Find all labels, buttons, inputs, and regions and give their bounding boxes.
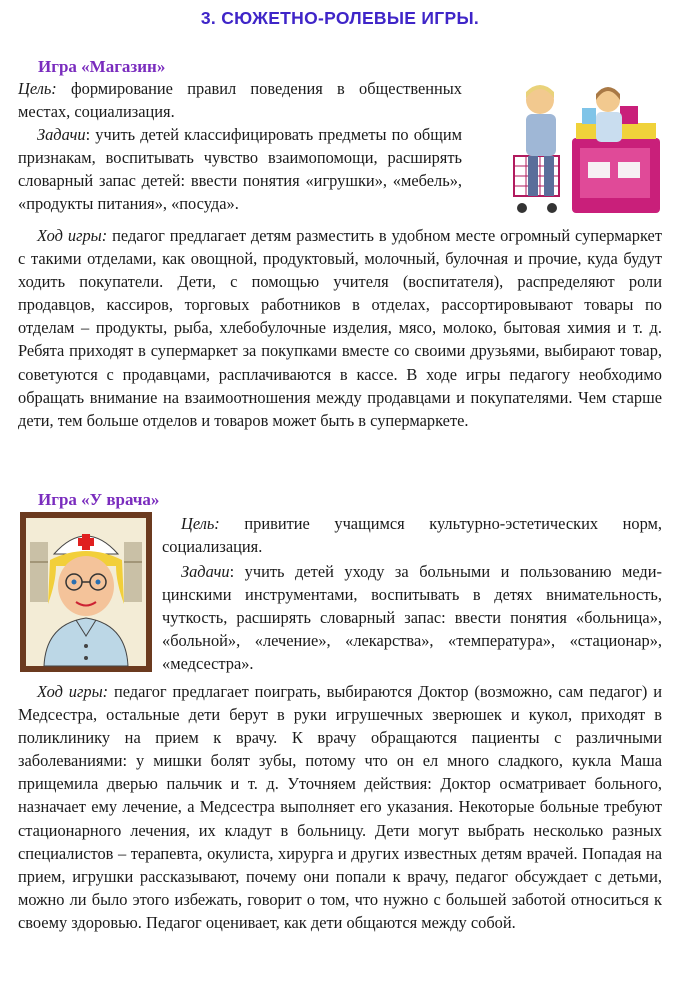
- nurse-drawing-picture: [20, 512, 152, 672]
- tasks-text: : учить детей классифицировать предметы по общим признакам, воспитывать чувство взаимопомощи, расширять словарный запас детей: ввести понятия «игрушки», «мебель», «продукты питания», «посуда».: [18, 125, 462, 214]
- game-doctor-tasks: [162, 560, 662, 675]
- game-doctor-heading: Игра «У врача»: [38, 490, 160, 509]
- course-text: педагог предлагает поиграть, выбираются Доктор (возможно, сам педагог) и Медсестра, остальные дети берут в руки игрушечных зверюшек и кукол, приходят в поликлинику на прием к врачу. К врачу обращаются пациенты с различными заболеваниями: у мишки болят зубы, потому что он ел много сладкого, кукла Маша прищемила дверью пальчик и т. д. Уточняем действия: Доктор осматривает больного, назначает ему лечение, а Медсестра выполняет его указания. Некоторые больные требуют стационарного лечения, их кладут в больницу. Дети могут выбрать несколько разных специалистов – терапевта, окулиста, хирурга и других известных детям врачей. Попадая на прием, игрушки рассказывают, почему они попали к врачу, педагог обсуждает с детьми, можно ли было этого избежать, говорит о том, что нужно с большей заботой относиться к своему здоровью. Педагог оценивает, как дети общаются между собой.: [18, 682, 662, 932]
- tasks-label: Задачи: [37, 125, 86, 144]
- children-playing-shop-photo: [500, 78, 665, 223]
- course-label: Ход игры:: [37, 226, 108, 245]
- course-label: Ход игры:: [37, 682, 109, 701]
- tasks-text: : учить детей уходу за больными и пользованию медицинскими инструментами, воспитывать в детях внимательность, чуткость, расширять словарный запас: ввести понятия «больница», «больной», «лечение», «лекарства», «температура», «стационар», «медсестра».: [162, 562, 662, 674]
- course-text: педагог предлагает детям разместить в удобном месте огромный супермаркет с такими отделами, как овощной, продуктовый, молочный, булочная и прочие, куда будут ходить покупатели. Дети, с помощью учителя (воспитателя), распределяют роли продавцов, кассиров, торговых работников в отделах, рассортировывают товары по отделам – продукты, рыба, хлебобулочные изделия, мясо, молоко, бытовая химия и т. д. Ребята приходят в супермаркет за покупками вместе со своими друзьями, выбирают товар, советуются с продавцами, расплачиваются в кассе. В ходе игры педагогу необходимо обращать внимание на взаимоотношения между продавцами и покупателями. Чем старше дети, тем больше отделов и товаров может быть в супермаркете.: [18, 226, 662, 430]
- game-shop-goal: [18, 77, 462, 123]
- page-title: 3. СЮЖЕТНО-РОЛЕВЫЕ ИГРЫ.: [200, 8, 480, 28]
- game-doctor-course: [18, 680, 662, 934]
- game-shop-tasks: [18, 123, 462, 215]
- tasks-label: Задачи: [181, 562, 230, 581]
- game-shop-heading: Игра «Магазин»: [38, 57, 166, 76]
- goal-label: Цель:: [181, 514, 220, 533]
- goal-text: формирование правил поведения в общественных местах, социализация.: [18, 79, 462, 122]
- goal-text: привитие учащимся культурно-эстетических норм, социализация.: [162, 514, 662, 557]
- goal-label: Цель:: [18, 79, 57, 98]
- game-shop-course: [18, 224, 662, 432]
- game-doctor-goal: [162, 512, 662, 558]
